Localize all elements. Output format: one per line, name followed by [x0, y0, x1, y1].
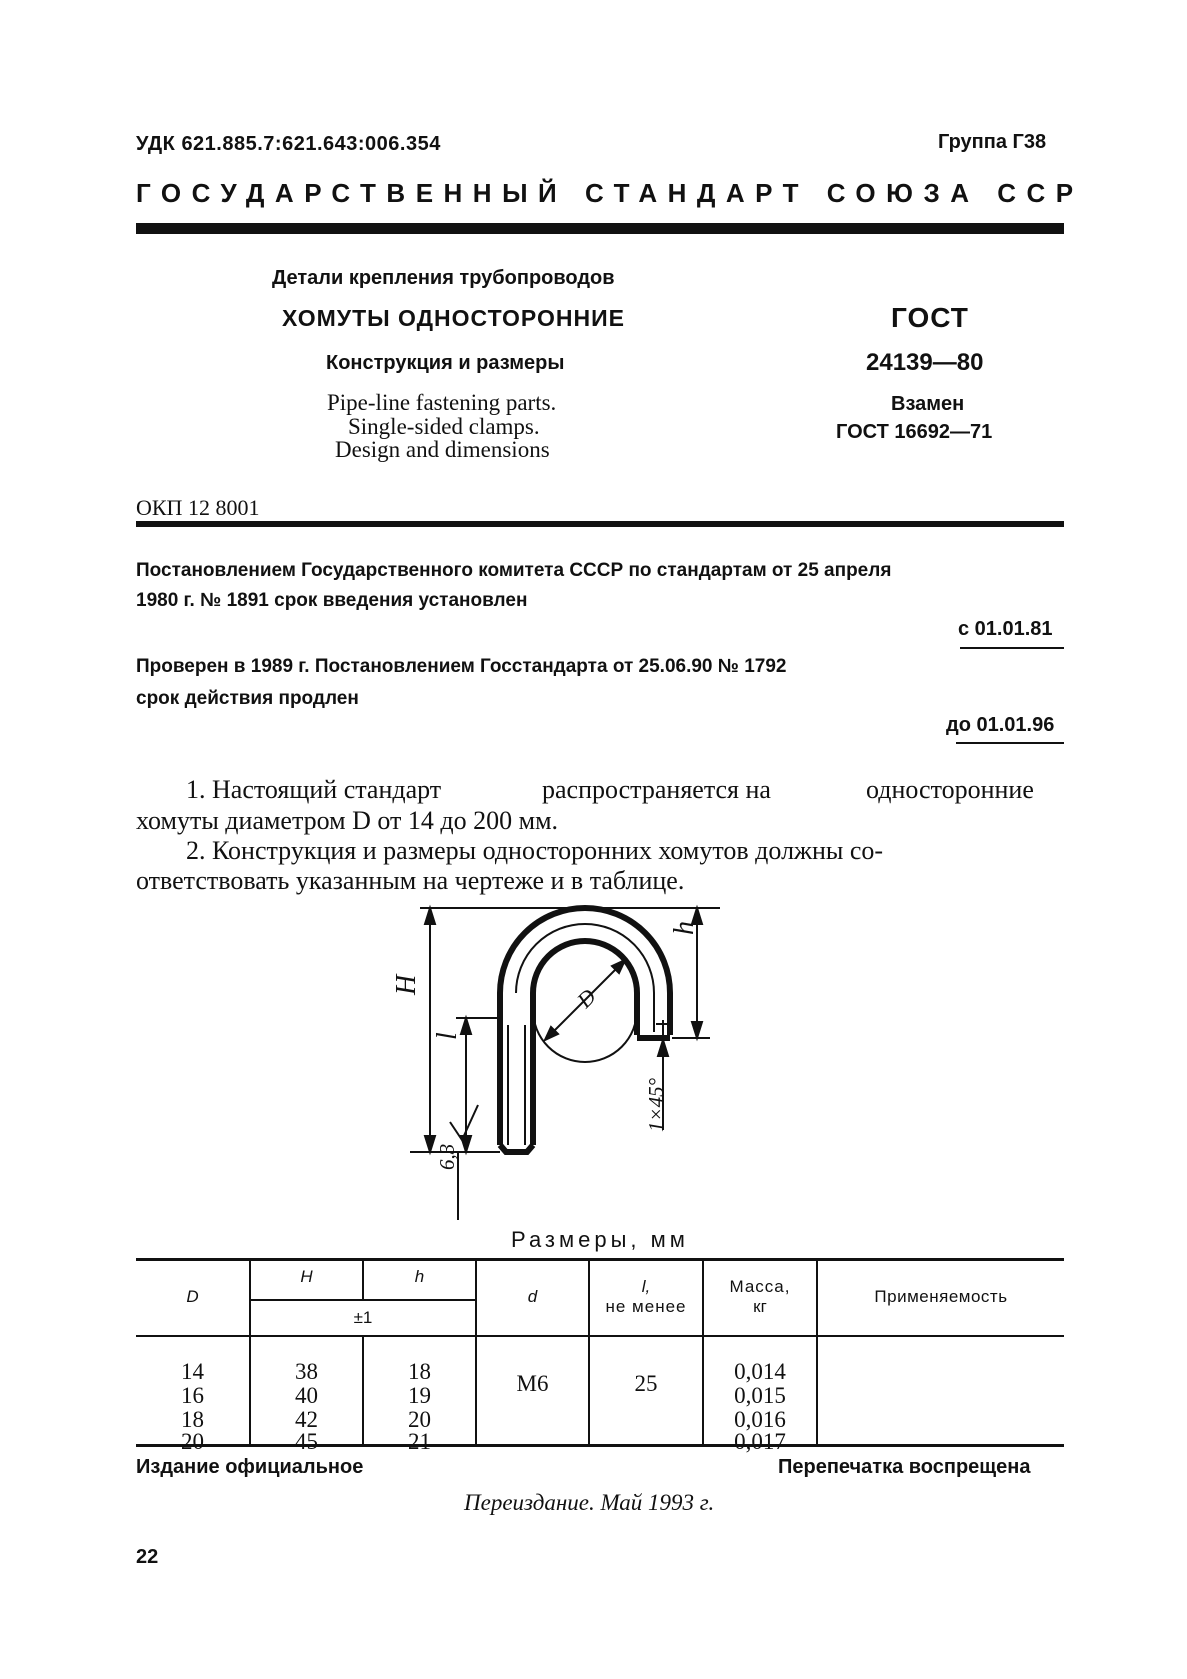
table-header-rule [136, 1335, 1064, 1337]
table-caption: Размеры, мм [511, 1227, 689, 1252]
table-cell-h: 21 [408, 1429, 431, 1454]
english-title-3: Design and dimensions [335, 437, 550, 462]
effective-date-underline [960, 647, 1064, 649]
table-cell-D: 14 [181, 1359, 204, 1384]
roughness-mark [450, 1105, 478, 1140]
table-top-rule [136, 1258, 1064, 1261]
table-cell-h: 19 [408, 1383, 431, 1408]
udk-code: УДК 621.885.7:621.643:006.354 [136, 133, 441, 155]
label-chamfer: 1×45° [644, 1077, 668, 1132]
replaces-number: ГОСТ 16692—71 [836, 421, 993, 443]
header-rule [136, 223, 1064, 234]
effective-date: с 01.01.81 [958, 618, 1053, 640]
table-cell-H: 42 [295, 1407, 318, 1432]
okp-code: ОКП 12 8001 [136, 495, 260, 520]
paragraph-1-part-b: распространяется на [542, 775, 771, 804]
english-title-2: Single-sided clamps. [348, 414, 540, 439]
group-code: Группа Г38 [938, 131, 1047, 153]
header-use: Применяемость [874, 1287, 1008, 1306]
title-block-rule [136, 521, 1064, 527]
checked-line-1: Проверен в 1989 г. Постановлением Госстандарта от 25.06.90 № 1792 [136, 656, 787, 677]
table-cell-D: 16 [181, 1383, 204, 1408]
paragraph-1-part-a: 1. Настоящий стандарт [186, 775, 442, 804]
gost-label: ГОСТ [891, 302, 969, 333]
header-D: D [186, 1287, 199, 1306]
dimension-l-arrow-top [461, 1018, 471, 1034]
clamp-outer-contour [500, 908, 670, 1035]
table-cell-H: 38 [295, 1359, 318, 1384]
clamp-drawing [391, 900, 800, 1225]
paragraph-1-part-c: односторонние [866, 775, 1034, 804]
paragraph-2-line-2: ответствовать указанным на чертеже и в таблице. [136, 866, 685, 895]
dimension-H-arrow-bottom [425, 1136, 435, 1152]
left-leg-end [500, 1145, 533, 1152]
table-cell-mass: 0,015 [734, 1383, 786, 1408]
label-H: H [391, 974, 422, 995]
table-cell-mass: 0,017 [734, 1429, 786, 1454]
paragraph-2-line-1: 2. Конструкция и размеры односторонних хомутов должны со- [186, 836, 884, 865]
official-edition: Издание официальное [136, 1456, 364, 1478]
reissue-note: Переиздание. Май 1993 г. [464, 1490, 715, 1515]
gost-number: 24139—80 [866, 349, 984, 376]
decree-line-2: 1980 г. № 1891 срок введения установлен [136, 590, 528, 611]
header-mass-sub: кг [753, 1297, 767, 1316]
label-D: D [571, 983, 601, 1013]
dimension-h-arrow-bottom [692, 1022, 702, 1038]
table-cell-D: 20 [181, 1429, 204, 1454]
category-title: Детали крепления трубопроводов [272, 267, 615, 289]
reprint-forbidden: Перепечатка воспрещена [778, 1456, 1031, 1478]
table-cell-D: 18 [181, 1407, 204, 1432]
label-h: h [669, 921, 700, 935]
header-h: h [414, 1267, 425, 1286]
document-subtitle: Конструкция и размеры [326, 352, 565, 374]
standard-banner: ГОСУДАРСТВЕННЫЙ СТАНДАРТ СОЮЗА ССР [136, 178, 1084, 208]
chamfer-arrow [658, 1040, 668, 1056]
table-cell-l: 25 [634, 1371, 658, 1396]
checked-line-2: срок действия продлен [136, 688, 359, 709]
label-l: l [432, 1032, 463, 1040]
label-roughness: 6,3 [435, 1143, 459, 1170]
paragraph-1-line-2: хомуты диаметром D от 14 до 200 мм. [136, 806, 559, 835]
document-title: ХОМУТЫ ОДНОСТОРОННИЕ [282, 305, 625, 331]
replaces-label: Взамен [891, 393, 965, 415]
table-cell-mass: 0,014 [734, 1359, 786, 1384]
header-mass: Масса, [729, 1277, 791, 1296]
table-cell-mass: 0,016 [734, 1407, 786, 1432]
header-tolerance: ±1 [353, 1308, 373, 1327]
dimension-H-arrow-top [425, 908, 435, 924]
table-cell-H: 40 [295, 1383, 318, 1408]
validity-date-underline [956, 742, 1064, 744]
header-H: H [300, 1267, 313, 1286]
table-cell-H: 45 [295, 1429, 318, 1454]
table-cell-h: 18 [408, 1359, 431, 1384]
validity-date: до 01.01.96 [946, 714, 1055, 736]
header-d: d [527, 1287, 538, 1306]
english-title-1: Pipe-line fastening parts. [327, 390, 557, 415]
table-cell-h: 20 [408, 1407, 431, 1432]
page-number: 22 [136, 1546, 159, 1568]
header-l: l, [641, 1277, 651, 1296]
header-l-sub: не менее [605, 1297, 687, 1316]
table-cell-d: М6 [516, 1371, 549, 1396]
decree-line-1: Постановлением Государственного комитета СССР по стандартам от 25 апреля [136, 560, 892, 581]
